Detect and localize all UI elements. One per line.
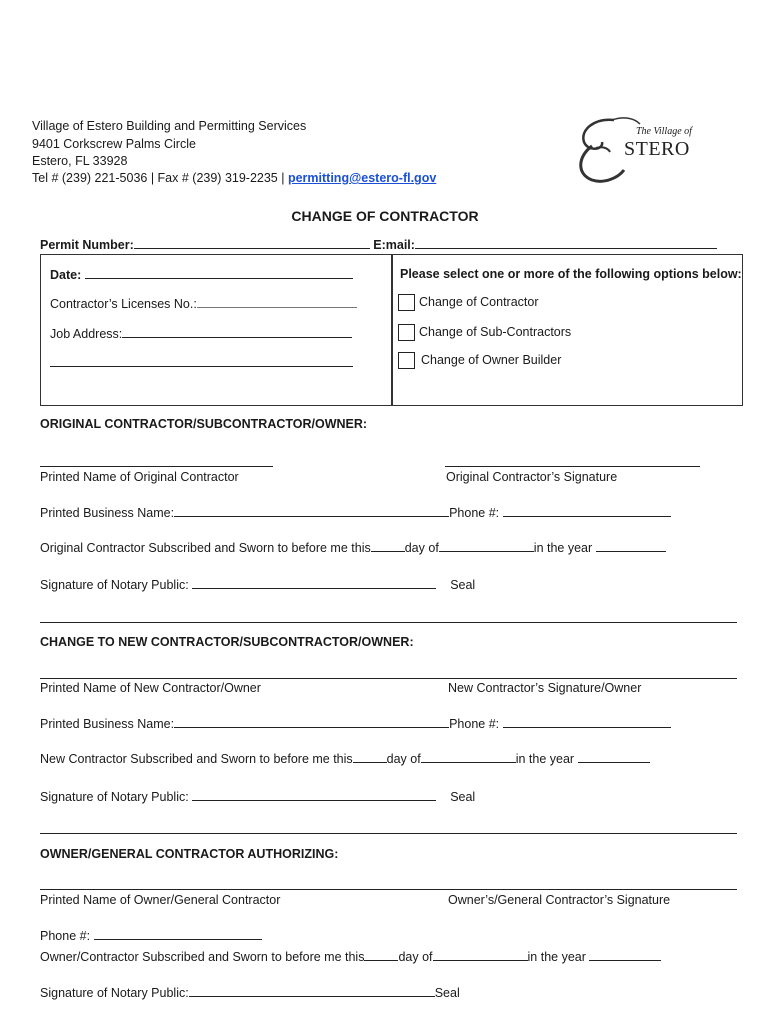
original-notary-row [40, 576, 475, 592]
phone-label: Phone #: [449, 717, 500, 731]
owner-phone-row [40, 927, 262, 943]
email-field[interactable] [415, 236, 717, 249]
email-label: E:mail: [373, 238, 415, 252]
address-line-1: 9401 Corkscrew Palms Circle [32, 137, 196, 151]
estero-logo [574, 112, 694, 188]
owner-notary-row [40, 984, 460, 1000]
new-printed-name-label: Printed Name of New Contractor/Owner [40, 681, 261, 695]
address-line-2: Estero, FL 33928 [32, 154, 128, 168]
sworn-month-field[interactable] [421, 750, 516, 763]
sworn-day-field[interactable] [371, 539, 405, 552]
phone-field[interactable] [503, 504, 671, 517]
sworn-day-field[interactable] [353, 750, 387, 763]
sworn-text: Original Contractor Subscribed and Sworn to before me this [40, 541, 371, 555]
owner-sworn-row [40, 948, 661, 964]
options-header: Please select one or more of the following options below: [400, 267, 742, 281]
notary-signature-field[interactable] [189, 984, 435, 997]
license-label: Contractor’s Licenses No.: [50, 297, 197, 311]
phone-label: Phone #: [40, 929, 91, 943]
job-address-row [50, 325, 352, 341]
date-row [50, 266, 353, 282]
phone-field[interactable] [94, 927, 262, 940]
notary-label: Signature of Notary Public: [40, 578, 189, 592]
original-name-line[interactable] [40, 466, 273, 467]
logo-wordmark: STERO [624, 138, 690, 160]
owner-signature-label: Owner’s/General Contractor’s Signature [448, 893, 671, 907]
section-divider [40, 622, 737, 623]
original-signature-label: Original Contractor’s Signature [446, 470, 618, 484]
original-section-heading: ORIGINAL CONTRACTOR/SUBCONTRACTOR/OWNER: [40, 417, 368, 431]
original-business-row [40, 504, 671, 520]
checkbox[interactable] [398, 352, 415, 369]
original-sworn-row [40, 539, 666, 555]
notary-signature-field[interactable] [192, 576, 436, 589]
sworn-year-text: in the year [527, 950, 586, 964]
contact-line [32, 171, 436, 185]
sworn-dayof-text: day of [404, 541, 439, 555]
sworn-day-field[interactable] [364, 948, 398, 961]
sworn-year-field[interactable] [578, 750, 650, 763]
option-change-contractor[interactable] [398, 294, 539, 311]
new-section-heading: CHANGE TO NEW CONTRACTOR/SUBCONTRACTOR/OWNER: [40, 635, 414, 649]
owner-printed-name-label: Printed Name of Owner/General Contractor [40, 893, 281, 907]
page-title: CHANGE OF CONTRACTOR [291, 208, 479, 224]
permit-number-row [40, 236, 717, 252]
checkbox[interactable] [398, 324, 415, 341]
new-sworn-row [40, 750, 650, 766]
notary-signature-field[interactable] [192, 788, 436, 801]
sworn-text: Owner/Contractor Subscribed and Sworn to before me this [40, 950, 365, 964]
new-signature-label: New Contractor’s Signature/Owner [448, 681, 642, 695]
sworn-year-field[interactable] [596, 539, 666, 552]
owner-name-signature-line[interactable] [40, 889, 737, 890]
job-address-label: Job Address: [50, 327, 123, 341]
email-link[interactable]: permitting@estero-fl.gov [287, 171, 437, 185]
original-signature-line[interactable] [445, 466, 700, 467]
license-row [50, 295, 357, 311]
org-name: Village of Estero Building and Permitting Services [32, 119, 307, 133]
option-label: Change of Sub-Contractors [419, 324, 572, 339]
seal-label: Seal [434, 986, 460, 1000]
business-name-field[interactable] [174, 504, 449, 517]
new-notary-row [40, 788, 475, 804]
phone-field[interactable] [503, 715, 671, 728]
original-printed-name-label: Printed Name of Original Contractor [40, 470, 239, 484]
section-divider [40, 833, 737, 834]
option-label: Change of Owner Builder [421, 352, 562, 367]
business-name-label: Printed Business Name: [40, 717, 175, 731]
license-field[interactable] [197, 295, 357, 308]
option-label: Change of Contractor [419, 294, 539, 309]
checkbox[interactable] [398, 294, 415, 311]
seal-label: Seal [450, 578, 476, 592]
date-field[interactable] [85, 266, 353, 279]
sworn-dayof-text: day of [398, 950, 433, 964]
phone-label: Phone #: [449, 506, 500, 520]
sworn-year-text: in the year [533, 541, 593, 555]
notary-label: Signature of Notary Public: [40, 986, 189, 1000]
business-name-field[interactable] [174, 715, 449, 728]
contact-phone-fax: Tel # (239) 221-5036 | Fax # (239) 319-2235 | [32, 171, 288, 185]
sworn-month-field[interactable] [433, 948, 528, 961]
owner-section-heading: OWNER/GENERAL CONTRACTOR AUTHORIZING: [40, 847, 339, 861]
business-name-label: Printed Business Name: [40, 506, 175, 520]
notary-label: Signature of Notary Public: [40, 790, 189, 804]
logo-tagline: The Village of [636, 126, 692, 137]
sworn-year-field[interactable] [589, 948, 661, 961]
permit-number-label: Permit Number: [40, 238, 134, 252]
option-change-owner-builder[interactable] [398, 352, 561, 369]
job-address-field-line-2[interactable] [50, 366, 353, 367]
sworn-text: New Contractor Subscribed and Sworn to before me this [40, 752, 353, 766]
date-label: Date: [50, 268, 82, 282]
permit-number-field[interactable] [134, 236, 370, 249]
new-business-row [40, 715, 671, 731]
seal-label: Seal [450, 790, 476, 804]
sworn-year-text: in the year [515, 752, 575, 766]
new-name-signature-line[interactable] [40, 678, 737, 679]
job-address-field[interactable] [122, 325, 352, 338]
option-change-subcontractors[interactable] [398, 324, 571, 341]
sworn-month-field[interactable] [439, 539, 534, 552]
sworn-dayof-text: day of [386, 752, 421, 766]
